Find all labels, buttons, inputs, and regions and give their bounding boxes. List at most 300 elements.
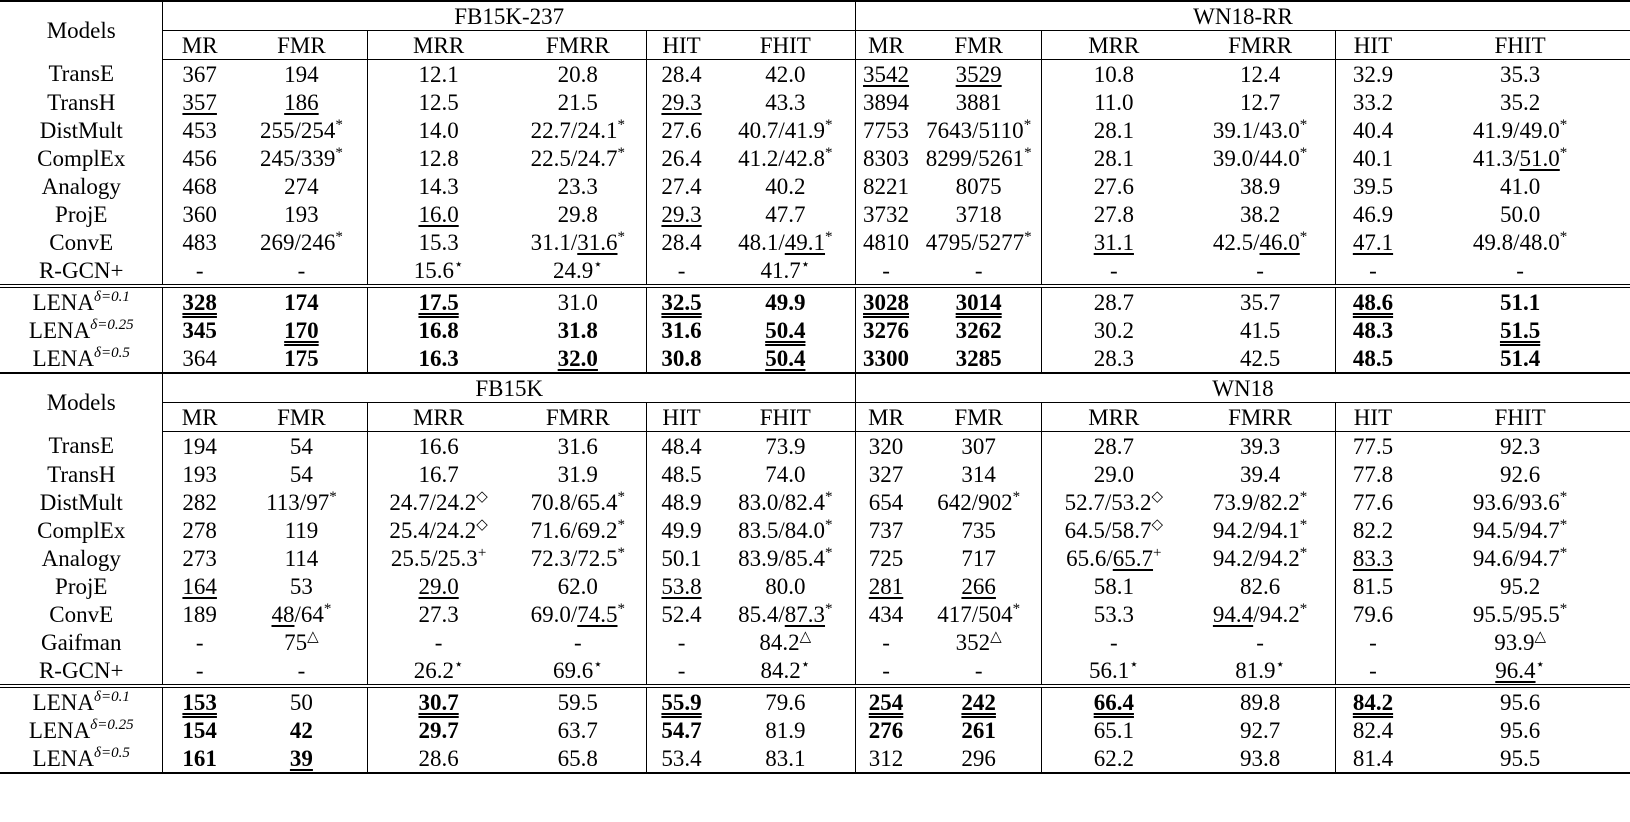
double-underlined-value: 84.2 bbox=[1352, 689, 1394, 715]
value-cell: 307 bbox=[961, 433, 996, 459]
value-cell: 42.5 bbox=[1239, 345, 1281, 371]
value-cell: 12.8 bbox=[367, 144, 509, 172]
footnote-marker: ⋆ bbox=[593, 256, 603, 273]
model-name: TransE bbox=[48, 433, 115, 459]
value-cell: 72.3/72.5* bbox=[530, 544, 625, 571]
value-cell bbox=[236, 88, 368, 116]
value-cell: 40.7/41.9* bbox=[738, 116, 833, 143]
value-cell: 41.9/49.0* bbox=[1472, 116, 1568, 143]
metric-name: HIT bbox=[647, 31, 716, 60]
underlined-value: 3529 bbox=[955, 61, 1002, 87]
metric-name: MRR bbox=[367, 403, 509, 432]
table-row bbox=[0, 656, 1630, 686]
value-cell bbox=[647, 344, 716, 373]
footnote-marker: * bbox=[617, 228, 625, 245]
value-cell: - bbox=[855, 256, 916, 286]
value-cell: 41.7⋆ bbox=[716, 256, 856, 286]
value-cell: 94.5/94.7* bbox=[1472, 516, 1568, 543]
value-cell: 320 bbox=[855, 432, 916, 461]
model-name: ConvE bbox=[49, 601, 114, 627]
value-cell bbox=[1042, 228, 1186, 256]
value-cell: 28.1 bbox=[1042, 144, 1186, 172]
value-cell: 74.0 bbox=[765, 461, 806, 487]
value-cell bbox=[647, 686, 716, 716]
bold-value: 3262 bbox=[955, 317, 1002, 343]
bold-value bbox=[558, 346, 598, 371]
value-cell: 21.5 bbox=[557, 89, 598, 115]
value-cell: 22.7/24.1* bbox=[530, 116, 625, 143]
value-cell bbox=[1410, 344, 1630, 373]
footnote-marker: △ bbox=[990, 628, 1002, 645]
value-cell: 77.6 bbox=[1335, 488, 1410, 516]
value-cell bbox=[163, 744, 236, 773]
value-cell: 737 bbox=[855, 516, 916, 544]
footnote-marker: ◇ bbox=[1151, 488, 1164, 505]
footnote-marker: ⋆ bbox=[454, 656, 464, 673]
value-cell: 79.6 bbox=[1335, 600, 1410, 628]
value-cell bbox=[367, 316, 509, 344]
table-row bbox=[0, 172, 1630, 200]
value-cell: 245/339* bbox=[259, 144, 343, 171]
bold-value bbox=[418, 290, 458, 315]
value-cell: 14.3 bbox=[367, 172, 509, 200]
double-underlined-value: 170 bbox=[284, 317, 319, 343]
value-cell: 39.4 bbox=[1239, 461, 1281, 487]
value-cell: 69.6⋆ bbox=[509, 656, 647, 686]
footnote-marker: ⋆ bbox=[593, 656, 603, 673]
metric-name: MR bbox=[163, 31, 236, 60]
value-cell: 23.3 bbox=[557, 173, 598, 199]
table-row bbox=[0, 256, 1630, 286]
bold-value bbox=[961, 690, 996, 715]
value-cell: 3881 bbox=[955, 89, 1002, 115]
underlined-value: 266 bbox=[961, 573, 996, 599]
metric-name: MR bbox=[855, 31, 916, 60]
value-cell: 27.8 bbox=[1042, 200, 1186, 228]
value-cell bbox=[1335, 344, 1410, 373]
value-cell: - bbox=[1256, 629, 1264, 655]
footnote-marker: * bbox=[1559, 116, 1568, 133]
value-cell: 7643/5110* bbox=[926, 116, 1032, 143]
value-cell bbox=[916, 686, 1042, 716]
bold-value bbox=[284, 318, 319, 343]
table-row bbox=[0, 316, 1630, 344]
footnote-marker: * bbox=[1012, 600, 1021, 617]
value-cell: 269/246* bbox=[259, 228, 343, 255]
value-cell bbox=[916, 60, 1042, 89]
value-cell: 3718 bbox=[955, 201, 1002, 227]
value-cell bbox=[916, 316, 1042, 344]
footnote-marker: * bbox=[323, 600, 332, 617]
value-cell bbox=[716, 286, 856, 316]
table-row bbox=[0, 744, 1630, 773]
value-cell bbox=[367, 572, 509, 600]
value-cell: 27.6 bbox=[647, 116, 716, 144]
footnote-marker: * bbox=[617, 544, 625, 561]
value-cell: 92.3 bbox=[1499, 433, 1541, 459]
dataset-name: WN18-RR bbox=[855, 1, 1630, 31]
double-underlined-value: 51.5 bbox=[1499, 317, 1541, 343]
metric-header-row bbox=[0, 403, 1630, 432]
value-cell: 41.0 bbox=[1499, 173, 1541, 199]
value-cell: 54 bbox=[289, 461, 313, 487]
table-row bbox=[0, 60, 1630, 89]
footnote-marker: * bbox=[1559, 488, 1568, 505]
value-cell: 49.9 bbox=[647, 516, 716, 544]
value-cell: 46.9 bbox=[1335, 200, 1410, 228]
value-cell: 39.0/44.0* bbox=[1212, 144, 1308, 171]
bold-value bbox=[863, 290, 909, 315]
footnote-marker: * bbox=[1299, 600, 1308, 617]
footnote-marker: * bbox=[825, 600, 833, 617]
bold-value bbox=[1500, 318, 1540, 343]
value-cell: 725 bbox=[855, 544, 916, 572]
footnote-marker: * bbox=[1024, 228, 1032, 245]
double-underlined-value: 328 bbox=[182, 289, 217, 315]
value-cell: 65.1 bbox=[1042, 716, 1186, 744]
value-cell: 24.7/24.2◇ bbox=[367, 488, 509, 516]
value-cell: - bbox=[1410, 256, 1630, 286]
value-cell: 41.5 bbox=[1239, 317, 1281, 343]
model-name: ProjE bbox=[55, 573, 108, 599]
bold-value: 3300 bbox=[863, 345, 910, 371]
value-cell: 273 bbox=[163, 544, 236, 572]
value-cell: 364 bbox=[163, 344, 236, 373]
value-cell: 4795/5277* bbox=[925, 228, 1032, 255]
delta-superscript: δ=0.25 bbox=[90, 716, 134, 733]
underlined-value: 87.3 bbox=[784, 601, 826, 627]
footnote-marker: * bbox=[1559, 516, 1568, 533]
value-cell bbox=[163, 686, 236, 716]
value-cell: 94.4/94.2* bbox=[1212, 600, 1308, 627]
double-underlined-value: 32.5 bbox=[661, 289, 702, 315]
model-name: Analogy bbox=[41, 173, 121, 199]
footnote-marker: * bbox=[335, 144, 343, 161]
bold-value: 48.5 bbox=[1352, 345, 1394, 371]
value-cell: 28.1 bbox=[1042, 116, 1186, 144]
value-cell bbox=[855, 316, 916, 344]
value-cell bbox=[367, 716, 509, 744]
value-cell: - bbox=[236, 256, 368, 286]
value-cell: 28.7 bbox=[1042, 286, 1186, 316]
bold-value: 51.1 bbox=[1499, 289, 1541, 315]
footnote-marker: * bbox=[825, 544, 833, 561]
metric-name: FMR bbox=[916, 31, 1042, 60]
dataset-header-row bbox=[0, 373, 1630, 403]
value-cell: 31.6 bbox=[557, 433, 598, 459]
footnote-marker: * bbox=[329, 488, 337, 505]
value-cell: 52.4 bbox=[647, 600, 716, 628]
underlined-value: 47.1 bbox=[1352, 229, 1394, 255]
footnote-marker: ◇ bbox=[476, 488, 488, 505]
value-cell: 194 bbox=[163, 432, 236, 461]
value-cell bbox=[647, 286, 716, 316]
value-cell bbox=[647, 88, 716, 116]
footnote-marker: * bbox=[1559, 228, 1568, 245]
value-cell: 28.4 bbox=[647, 228, 716, 256]
value-cell bbox=[163, 572, 236, 600]
underlined-value: 65.7 bbox=[1112, 545, 1154, 571]
value-cell bbox=[163, 88, 236, 116]
model-name: DistMult bbox=[39, 489, 123, 515]
underlined-value: 357 bbox=[182, 89, 217, 115]
value-cell: 95.6 bbox=[1499, 689, 1541, 715]
value-cell bbox=[716, 316, 856, 344]
metric-name: FMRR bbox=[509, 403, 647, 432]
value-cell: 31.1/31.6* bbox=[530, 228, 625, 255]
value-cell: 417/504* bbox=[937, 600, 1021, 627]
double-underlined-value: 30.7 bbox=[418, 689, 459, 715]
table-row bbox=[0, 572, 1630, 600]
value-cell: 75△ bbox=[284, 628, 319, 655]
model-name: Analogy bbox=[41, 545, 121, 571]
value-cell: 367 bbox=[163, 60, 236, 89]
value-cell: 193 bbox=[163, 460, 236, 488]
value-cell: 48/64* bbox=[271, 600, 332, 627]
footnote-marker: * bbox=[1559, 600, 1568, 617]
footnote-marker: △ bbox=[307, 628, 319, 645]
value-cell: - bbox=[647, 628, 716, 656]
footnote-marker: * bbox=[1299, 228, 1308, 245]
value-cell: 77.5 bbox=[1335, 432, 1410, 461]
bold-value: 42 bbox=[289, 717, 313, 743]
underlined-value: 74.5 bbox=[577, 601, 618, 627]
table-row bbox=[0, 144, 1630, 172]
bold-value: 174 bbox=[284, 289, 319, 315]
double-underlined-value: 254 bbox=[868, 689, 904, 715]
bold-value: 29.7 bbox=[418, 717, 459, 743]
value-cell: 296 bbox=[916, 744, 1042, 773]
value-cell: 4810 bbox=[855, 228, 916, 256]
metric-name: FMRR bbox=[509, 31, 647, 60]
value-cell: 93.6/93.6* bbox=[1472, 488, 1568, 515]
footnote-marker: * bbox=[617, 516, 625, 533]
value-cell bbox=[1410, 316, 1630, 344]
table-row bbox=[0, 544, 1630, 572]
value-cell: 79.6 bbox=[765, 689, 806, 715]
value-cell: 40.1 bbox=[1335, 144, 1410, 172]
footnote-marker: △ bbox=[799, 628, 812, 645]
value-cell: 53.4 bbox=[647, 744, 716, 773]
value-cell: 27.6 bbox=[1042, 172, 1186, 200]
delta-superscript: δ=0.1 bbox=[93, 688, 130, 705]
delta-superscript: δ=0.25 bbox=[90, 316, 134, 333]
value-cell: - bbox=[236, 656, 368, 686]
bold-value: 154 bbox=[182, 717, 217, 743]
value-cell bbox=[916, 286, 1042, 316]
double-underlined-value: 50.4 bbox=[765, 317, 806, 343]
value-cell: 93.9△ bbox=[1494, 628, 1546, 655]
value-cell: 24.9⋆ bbox=[509, 256, 647, 286]
model-name: $LENA^{\delta=0.5}$ bbox=[32, 344, 130, 371]
value-cell: 35.3 bbox=[1499, 61, 1541, 87]
value-cell bbox=[1335, 316, 1410, 344]
underlined-value: 3542 bbox=[863, 61, 910, 87]
model-name: $LENA^{\delta=0.5}$ bbox=[0, 744, 163, 773]
bold-value bbox=[1094, 690, 1134, 715]
underlined-value: 186 bbox=[284, 89, 319, 115]
value-cell bbox=[647, 572, 716, 600]
value-cell bbox=[367, 686, 509, 716]
underlined-value: 281 bbox=[868, 573, 904, 599]
value-cell bbox=[855, 344, 916, 373]
value-cell: 95.5/95.5* bbox=[1472, 600, 1568, 627]
model-name: ComplEx bbox=[37, 517, 126, 543]
value-cell: 95.5 bbox=[1410, 744, 1630, 773]
value-cell: - bbox=[1042, 256, 1186, 286]
value-cell bbox=[163, 316, 236, 344]
underlined-value: 31.1 bbox=[1093, 229, 1134, 255]
footnote-marker: * bbox=[825, 116, 833, 133]
underlined-value: 29.3 bbox=[661, 201, 702, 227]
footnote-marker: △ bbox=[1534, 628, 1546, 645]
value-cell: 69.0/74.5* bbox=[530, 600, 625, 627]
underlined-value: 164 bbox=[182, 573, 217, 599]
value-cell: 62.0 bbox=[557, 573, 598, 599]
value-cell: 28.3 bbox=[1042, 344, 1186, 373]
table-row bbox=[0, 460, 1630, 488]
underlined-value: 31.6 bbox=[577, 229, 618, 255]
footnote-marker: * bbox=[617, 144, 625, 161]
value-cell: 360 bbox=[163, 200, 236, 228]
value-cell bbox=[647, 716, 716, 744]
value-cell: 48.5 bbox=[647, 460, 716, 488]
value-cell: 274 bbox=[284, 173, 319, 199]
footnote-marker: * bbox=[1299, 144, 1308, 161]
value-cell: 40.2 bbox=[765, 173, 806, 199]
value-cell: 39.5 bbox=[1335, 172, 1410, 200]
models-header: Models bbox=[0, 373, 163, 432]
value-cell: 25.5/25.3+ bbox=[367, 544, 509, 572]
bold-value: 49.9 bbox=[765, 289, 806, 315]
bold-value bbox=[418, 690, 458, 715]
value-cell: 119 bbox=[284, 517, 319, 543]
double-underlined-value: 50.4 bbox=[765, 345, 806, 371]
footnote-marker: * bbox=[1299, 544, 1308, 561]
bold-value bbox=[661, 690, 701, 715]
value-cell: 3732 bbox=[855, 200, 916, 228]
bold-value: 3276 bbox=[863, 317, 910, 343]
value-cell: 92.7 bbox=[1239, 717, 1281, 743]
value-cell: - bbox=[855, 628, 916, 656]
metric-name: FMRR bbox=[1185, 403, 1335, 432]
metric-name: FMRR bbox=[1185, 31, 1335, 60]
footnote-marker: * bbox=[1012, 488, 1021, 505]
value-cell: 468 bbox=[163, 172, 236, 200]
bold-value bbox=[869, 690, 904, 715]
value-cell: 53.3 bbox=[1042, 600, 1186, 628]
value-cell: 89.8 bbox=[1239, 689, 1281, 715]
value-cell: 65.8 bbox=[509, 744, 647, 773]
table-row bbox=[0, 116, 1630, 144]
value-cell: 654 bbox=[855, 488, 916, 516]
metric-name: MRR bbox=[1042, 31, 1186, 60]
bold-value: 16.3 bbox=[418, 345, 459, 371]
value-cell: 50.0 bbox=[1499, 201, 1541, 227]
value-cell: 81.4 bbox=[1335, 744, 1410, 773]
underlined-value: 83.3 bbox=[1352, 545, 1394, 571]
value-cell: - bbox=[916, 656, 1042, 686]
value-cell bbox=[855, 286, 916, 316]
underlined-value: 16.0 bbox=[418, 201, 459, 227]
table-row bbox=[0, 628, 1630, 656]
value-cell: 8221 bbox=[855, 172, 916, 200]
value-cell: 28.4 bbox=[647, 60, 716, 89]
value-cell: 642/902* bbox=[937, 488, 1021, 515]
value-cell: 194 bbox=[284, 61, 319, 87]
value-cell: 38.2 bbox=[1239, 201, 1281, 227]
value-cell: - bbox=[163, 656, 236, 686]
value-cell: 85.4/87.3* bbox=[738, 600, 833, 627]
value-cell: 26.2⋆ bbox=[367, 656, 509, 686]
value-cell: 312 bbox=[855, 744, 916, 773]
value-cell: 12.1 bbox=[367, 60, 509, 89]
value-cell: 30.2 bbox=[1042, 316, 1186, 344]
value-cell bbox=[367, 344, 509, 373]
metric-name: HIT bbox=[647, 403, 716, 432]
bold-value: 161 bbox=[182, 745, 217, 771]
value-cell: 32.9 bbox=[1335, 60, 1410, 89]
footnote-marker: * bbox=[1024, 144, 1032, 161]
bold-value: 48.3 bbox=[1352, 317, 1394, 343]
value-cell: 255/254* bbox=[259, 116, 343, 143]
value-cell: 453 bbox=[163, 116, 236, 144]
dataset-name: FB15K-237 bbox=[163, 1, 855, 31]
value-cell: 73.9/82.2* bbox=[1212, 488, 1308, 515]
bold-value bbox=[661, 290, 701, 315]
bold-value: 31.6 bbox=[661, 317, 702, 343]
bold-value bbox=[956, 290, 1002, 315]
value-cell: 65.6/65.7+ bbox=[1042, 544, 1186, 572]
table-row bbox=[0, 600, 1630, 628]
double-underlined-value: 48.6 bbox=[1352, 289, 1394, 315]
value-cell: - bbox=[1185, 256, 1335, 286]
value-cell: 73.9 bbox=[765, 433, 806, 459]
value-cell: 94.2/94.2* bbox=[1212, 544, 1308, 571]
bold-value: 51.4 bbox=[1499, 345, 1541, 371]
value-cell: 47.7 bbox=[765, 201, 806, 227]
footnote-marker: * bbox=[617, 488, 625, 505]
model-name: TransH bbox=[47, 461, 116, 487]
underlined-value: 94.4 bbox=[1212, 601, 1254, 627]
underlined-value: 29.0 bbox=[418, 573, 459, 599]
footnote-marker: * bbox=[825, 488, 833, 505]
table-row bbox=[0, 286, 1630, 316]
value-cell: 434 bbox=[855, 600, 916, 628]
footnote-marker: ⋆ bbox=[1275, 656, 1285, 673]
value-cell: 31.9 bbox=[557, 461, 598, 487]
value-cell bbox=[855, 686, 916, 716]
value-cell bbox=[855, 572, 916, 600]
metric-name: FHIT bbox=[1410, 31, 1630, 60]
underlined-value: 51.0 bbox=[1519, 145, 1560, 171]
value-cell bbox=[1335, 686, 1410, 716]
value-cell: 52.7/53.2◇ bbox=[1042, 488, 1186, 516]
value-cell bbox=[1042, 686, 1186, 716]
value-cell: 29.8 bbox=[557, 201, 598, 227]
value-cell: 14.0 bbox=[367, 116, 509, 144]
value-cell bbox=[855, 716, 916, 744]
value-cell: 48.4 bbox=[647, 432, 716, 461]
value-cell: 456 bbox=[163, 144, 236, 172]
value-cell bbox=[1335, 544, 1410, 572]
value-cell: 278 bbox=[163, 516, 236, 544]
value-cell: 94.2/94.1* bbox=[1212, 516, 1308, 543]
value-cell: 29.0 bbox=[1042, 460, 1186, 488]
value-cell: 35.2 bbox=[1499, 89, 1541, 115]
value-cell: 54 bbox=[289, 433, 313, 459]
footnote-marker: * bbox=[1559, 544, 1568, 561]
